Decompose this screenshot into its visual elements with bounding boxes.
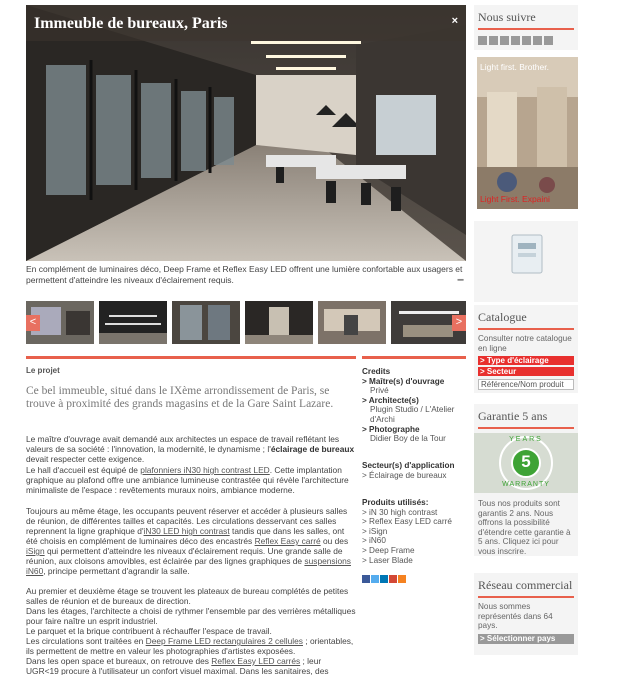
gallery-caption bbox=[26, 264, 466, 286]
guarantee-panel bbox=[474, 404, 578, 556]
linkedin-icon[interactable] bbox=[380, 575, 388, 583]
thumbnail[interactable] bbox=[172, 301, 240, 344]
product-link[interactable]: > Laser Blade bbox=[362, 555, 413, 565]
sidebar-divider bbox=[478, 28, 574, 30]
warranty-number: 5 bbox=[521, 452, 531, 471]
section-divider bbox=[26, 356, 356, 359]
instagram-icon[interactable] bbox=[500, 36, 509, 45]
product-ad[interactable] bbox=[474, 221, 578, 302]
section-label: Le projet bbox=[26, 366, 60, 375]
next-thumbnail-button[interactable]: > bbox=[452, 315, 466, 331]
thumbnail[interactable] bbox=[99, 301, 167, 344]
architect-label: > Architecte(s) bbox=[362, 395, 419, 405]
product-link[interactable]: iN30 LED high contrast bbox=[143, 526, 230, 536]
catalogue-panel bbox=[474, 305, 578, 393]
rss-icon[interactable] bbox=[533, 36, 542, 45]
device-image bbox=[474, 221, 578, 302]
product-link[interactable]: > Deep Frame bbox=[362, 545, 415, 555]
product-link[interactable]: Reflex Easy carré bbox=[254, 536, 321, 546]
network-text: Nous sommes représentés dans 64 pays. bbox=[478, 602, 553, 630]
sector-block bbox=[362, 461, 462, 480]
products-heading: Produits utilisés: bbox=[362, 498, 429, 507]
caption-dots[interactable]: ▪▪▪▪ bbox=[457, 277, 463, 284]
thumbnail[interactable] bbox=[318, 301, 386, 344]
sidebar-divider bbox=[478, 328, 574, 330]
project-intro: Ce bel immeuble, situé dans le IXème arrondissement de Paris, se trouve à proximité des grands magasins et de la Gare Saint Lazare. bbox=[26, 385, 334, 410]
share-bar bbox=[362, 575, 407, 584]
thumbnail-strip bbox=[26, 301, 466, 344]
product-link[interactable]: > iN 30 high contrast bbox=[362, 507, 438, 517]
sector-link[interactable]: > Éclairage de bureaux bbox=[362, 470, 447, 480]
facebook-icon[interactable] bbox=[478, 36, 487, 45]
warranty-years-label: YEARS bbox=[509, 436, 543, 443]
product-link[interactable]: Deep Frame LED rectangulaires 2 cellules bbox=[145, 636, 303, 646]
lighting-type-select[interactable]: > Type d'éclairage bbox=[478, 356, 574, 365]
linkedin-icon[interactable] bbox=[522, 36, 531, 45]
ad-footer: Light First. Expaini bbox=[480, 194, 550, 204]
catalogue-title: Catalogue bbox=[478, 310, 527, 324]
select-country-button[interactable]: > Sélectionner pays bbox=[478, 634, 574, 644]
close-icon[interactable]: × bbox=[451, 15, 458, 27]
share-plus-icon[interactable] bbox=[398, 575, 406, 583]
googleplus-icon[interactable] bbox=[389, 575, 397, 583]
advertisement-banner[interactable] bbox=[477, 57, 578, 209]
project-paragraph: Toujours au même étage, les occupants peuvent réserver et accéder à plusieurs salles de réunion, de différentes tailles et capacités. Les circulations desservant ces salles reprennent la ligne graphique d'iN30 LED high contrast tandis que dans les salles, ont été choisis en complément de luminaires déco des encastrés Reflex Easy carré ou des iSign qui permettent d'atteindre les niveaux d'éclairement requis. Une grande salle de réunion, aux cloisons amovibles, est éclairée par des lignes graphiques de suspensions iN60, principe permettant d'agrandir la salle. bbox=[26, 506, 351, 576]
twitter-icon[interactable] bbox=[371, 575, 379, 583]
guarantee-title: Garantie 5 ans bbox=[478, 409, 548, 423]
owner-value: Privé bbox=[370, 386, 389, 396]
newsletter-icon[interactable] bbox=[544, 36, 553, 45]
ad-headline: Light first. Brother. bbox=[480, 62, 549, 72]
photographer-label: > Photographe bbox=[362, 424, 420, 434]
project-paragraph: Au premier et deuxième étage se trouvent les plateaux de bureau complétés de petites salles de réunion et de bureaux de direction. Dans les étages, l'architecte a choisi de rythmer l'ensemble par des verrières métalliques pour faire naître un esprit industriel. Le parquet et la brique contribuent à réchauffer l'espace de travail. Les circulations sont traitées en Deep Frame LED rectangulaires 2 cellules ; orientables, ils permettent de mettre en valeur les photographies d'artistes exposées. Dans les open space et bureaux, on retrouve des Reflex Easy LED carrés ; leur UGR<19 procure à l'utilisateur un confort visuel maximal. Dans les sanitaires, des bbox=[26, 586, 356, 675]
youtube-icon[interactable] bbox=[511, 36, 520, 45]
twitter-icon[interactable] bbox=[489, 36, 498, 45]
facebook-icon[interactable] bbox=[362, 575, 370, 583]
gallery-main-image[interactable] bbox=[26, 5, 466, 261]
thumbnail[interactable] bbox=[245, 301, 313, 344]
photographer-value: Didier Boy de la Tour bbox=[370, 434, 446, 444]
social-icons bbox=[478, 36, 574, 46]
catalogue-text: Consulter notre catalogue en ligne bbox=[478, 334, 572, 353]
ad-photo bbox=[477, 57, 578, 209]
credits-block bbox=[362, 367, 462, 444]
caption-text: En complément de luminaires déco, Deep Frame et Reflex Easy LED offrent une lumière confortable aux usagers et permettent d'atteindre les niveaux d'éclairement requis. bbox=[26, 264, 463, 285]
follow-title: Nous suivre bbox=[478, 10, 536, 24]
architect-value: Plugin Studio / L'Atelier d'Archi bbox=[370, 405, 455, 424]
sector-select[interactable]: > Secteur bbox=[478, 367, 574, 376]
owner-label: > Maître(s) d'ouvrage bbox=[362, 376, 445, 386]
office-photo bbox=[26, 5, 466, 261]
network-panel bbox=[474, 573, 578, 655]
gallery-title: Immeuble de bureaux, Paris bbox=[26, 5, 466, 41]
guarantee-text[interactable]: Tous nos produits sont garantis 2 ans. Nous offrons la possibilité d'étendre cette garantie à 5 ans. Cliquez ici pour vous inscrire. bbox=[478, 499, 571, 556]
product-link[interactable]: Reflex Easy LED carrés bbox=[211, 656, 301, 666]
warranty-label: WARRANTY bbox=[502, 481, 550, 488]
project-paragraph: Le maître d'ouvrage avait demandé aux architectes un espace de travail reflétant les valeurs de sa société : l'innovation, la modernité, le dynamisme ; l'éclairage de bureaux devait respecter cette exigence. bbox=[26, 434, 355, 464]
credits-heading: Credits bbox=[362, 367, 391, 376]
network-title: Réseau commercial bbox=[478, 578, 573, 592]
product-link[interactable]: > iSign bbox=[362, 526, 388, 536]
section-divider bbox=[362, 356, 466, 359]
product-link[interactable]: plafonniers iN30 high contrast LED bbox=[140, 465, 270, 475]
product-link[interactable]: > Reflex Easy LED carré bbox=[362, 517, 452, 527]
reference-search-input[interactable]: Référence/Nom produit bbox=[478, 379, 574, 390]
prev-thumbnail-button[interactable]: < bbox=[26, 315, 40, 331]
sidebar-divider bbox=[478, 596, 574, 598]
product-link[interactable]: > iN60 bbox=[362, 536, 386, 546]
project-paragraph: Le hall d'accueil est équipé de plafonniers iN30 high contrast LED. Cette implantation graphique au plafond offre une ambiance lumineuse contrastée qui révèle l'architecture minimaliste de l'espace : revêtements muraux noirs, ambiance moderne. bbox=[26, 465, 349, 495]
sidebar-divider bbox=[478, 427, 574, 429]
warranty-badge[interactable] bbox=[474, 433, 578, 493]
product-link[interactable]: suspensions iN60 bbox=[26, 556, 351, 576]
follow-us-panel bbox=[474, 5, 578, 50]
product-link[interactable]: iSign bbox=[26, 546, 45, 556]
sector-heading: Secteur(s) d'application bbox=[362, 461, 455, 470]
products-block bbox=[362, 498, 462, 565]
